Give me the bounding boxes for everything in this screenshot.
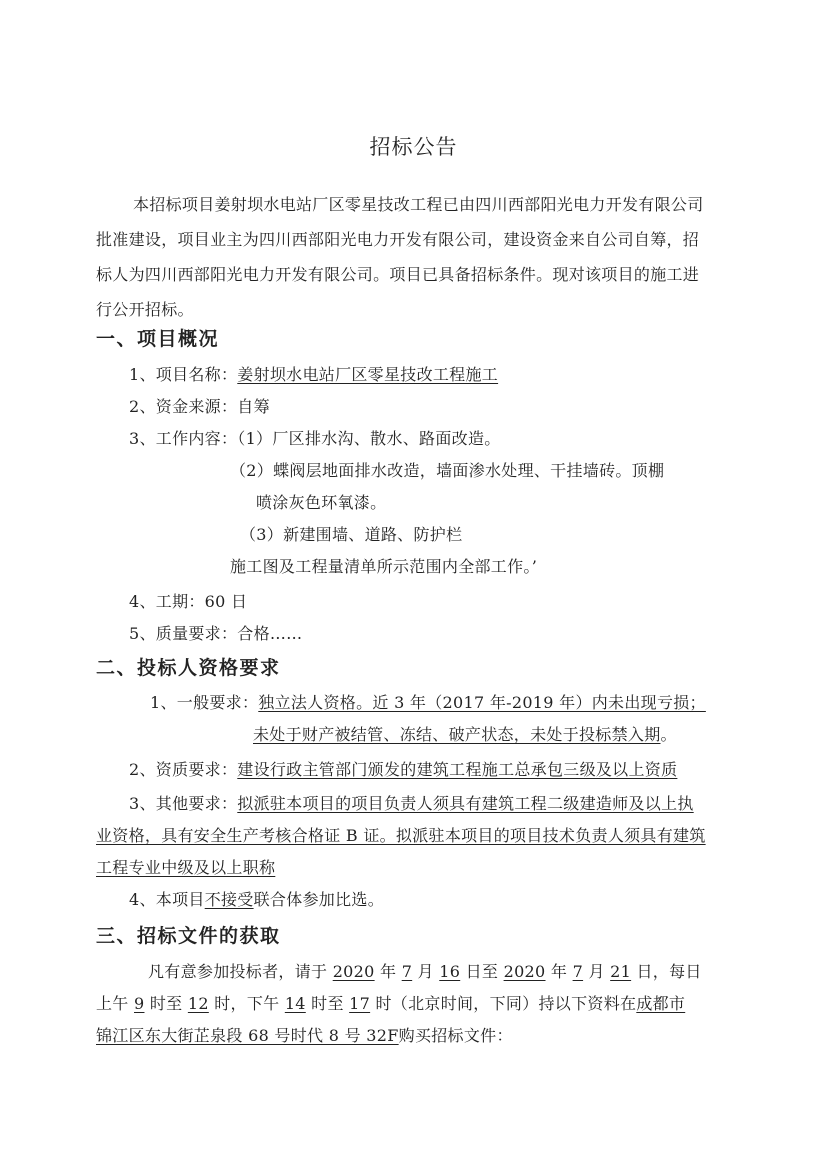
s1-item-2: 2、资金来源：自筹: [129, 397, 270, 416]
s1-item-1-label: 1、项目名称：: [129, 365, 238, 384]
start-month: 7: [401, 962, 413, 981]
other-requirement: 拟派驻本项目的项目负责人须具有建筑工程二级建造师及以上执: [237, 794, 694, 813]
s2-item-1: [150, 692, 706, 714]
s1-item-3-part-2-cont: 喷涂灰色环氧漆。: [256, 493, 387, 512]
s2-item-1-label: 1、一般要求：: [150, 693, 259, 712]
end-year: 2020: [503, 962, 546, 981]
section-3-heading: 三、招标文件的获取: [96, 925, 281, 947]
intro-line-1: 本招标项目姜射坝水电站厂区零星技改工程已由四川西部阳光电力开发有限公司: [133, 195, 704, 214]
start-year: 2020: [332, 962, 375, 981]
s3-para-line-3: [96, 1025, 513, 1047]
s1-item-4: 4、工期：60 日: [129, 592, 248, 611]
s3-text: 日至: [460, 962, 504, 981]
consortium-not-accepted: 不接受: [204, 890, 254, 909]
s3-text: 时（北京时间，下同）持以下资料在: [370, 994, 637, 1013]
start-day: 16: [439, 962, 461, 981]
section-2-heading: 二、投标人资格要求: [96, 657, 281, 679]
address-part-2: 锦江区东大街芷泉段 68 号时代 8 号 32F: [96, 1026, 399, 1045]
s2-item-2: [129, 759, 677, 781]
am-end: 12: [187, 994, 209, 1013]
s2-item-4-pre: 4、本项目: [129, 890, 205, 909]
s3-text: 时至: [305, 994, 350, 1013]
s1-item-5: 5、质量要求：合格……: [129, 624, 303, 643]
other-requirement-cont-2: 工程专业中级及以上职称: [96, 858, 276, 877]
end-day: 21: [610, 962, 632, 981]
intro-line-3: 标人为四川西部阳光电力开发有限公司。项目已具备招标条件。现对该项目的施工进: [96, 265, 700, 284]
s1-item-3-part-3: （3）新建围墙、道路、防护栏: [240, 525, 463, 544]
s3-para-line-1: [148, 961, 702, 983]
s3-para-line-2: [96, 993, 685, 1015]
s1-item-1: [129, 364, 498, 386]
s2-item-1-cont: [253, 724, 677, 746]
project-name: 姜射坝水电站厂区零星技改工程施工: [237, 365, 499, 384]
s2-item-4-post: 联合体参加比选。: [253, 890, 384, 909]
s3-text: 年: [374, 962, 402, 981]
am-start: 9: [134, 994, 145, 1013]
s3-text: 购买招标文件：: [398, 1026, 513, 1045]
intro-line-4: 行公开招标。: [96, 300, 194, 319]
s3-text: 上午: [96, 994, 134, 1013]
s2-item-2-label: 2、资质要求：: [129, 760, 238, 779]
s3-text: 时至: [144, 994, 188, 1013]
s2-item-1-end: 。: [660, 725, 677, 744]
s3-text: 时，下午: [208, 994, 285, 1013]
s2-item-3-label: 3、其他要求：: [129, 794, 238, 813]
s3-text: 年: [545, 962, 573, 981]
general-requirement-cont: 未处于财产被结管、冻结、破产状态，未处于投标禁入期: [253, 725, 661, 744]
end-month: 7: [572, 962, 584, 981]
other-requirement-cont-1: 业资格，具有安全生产考核合格证 B 证。拟派驻本项目的项目技术负责人须具有建筑: [96, 826, 706, 845]
page-title: 招标公告: [369, 135, 458, 159]
pm-end: 17: [349, 994, 371, 1013]
s3-text: 月: [583, 962, 611, 981]
s2-item-3: [129, 793, 694, 815]
s1-item-3-part-2: （2）蝶阀层地面排水改造，墙面渗水处理、干挂墙砖。顶棚: [230, 461, 665, 480]
general-requirement: 独立法人资格。近 3 年（2017 年-2019 年）内未出现亏损；: [258, 693, 706, 712]
intro-line-2: 批准建设，项目业主为四川西部阳光电力开发有限公司，建设资金来自公司自筹，招: [96, 230, 700, 249]
qualification-requirement: 建设行政主管部门颁发的建筑工程施工总承包三级及以上资质: [237, 760, 678, 779]
s1-item-3: 3、工作内容：（1）厂区排水沟、散水、路面改造。: [129, 429, 501, 448]
s2-item-4: [129, 889, 384, 911]
pm-start: 14: [284, 994, 306, 1013]
s3-text: 月: [412, 962, 440, 981]
s3-text: 凡有意参加投标者，请于: [148, 962, 333, 981]
s1-item-3-scope: 施工图及工程量清单所示范围内全部工作。’: [230, 557, 538, 576]
s3-text: 日，每日: [631, 962, 702, 981]
address-part-1: 成都市: [636, 994, 686, 1013]
section-1-heading: 一、项目概况: [96, 328, 220, 350]
